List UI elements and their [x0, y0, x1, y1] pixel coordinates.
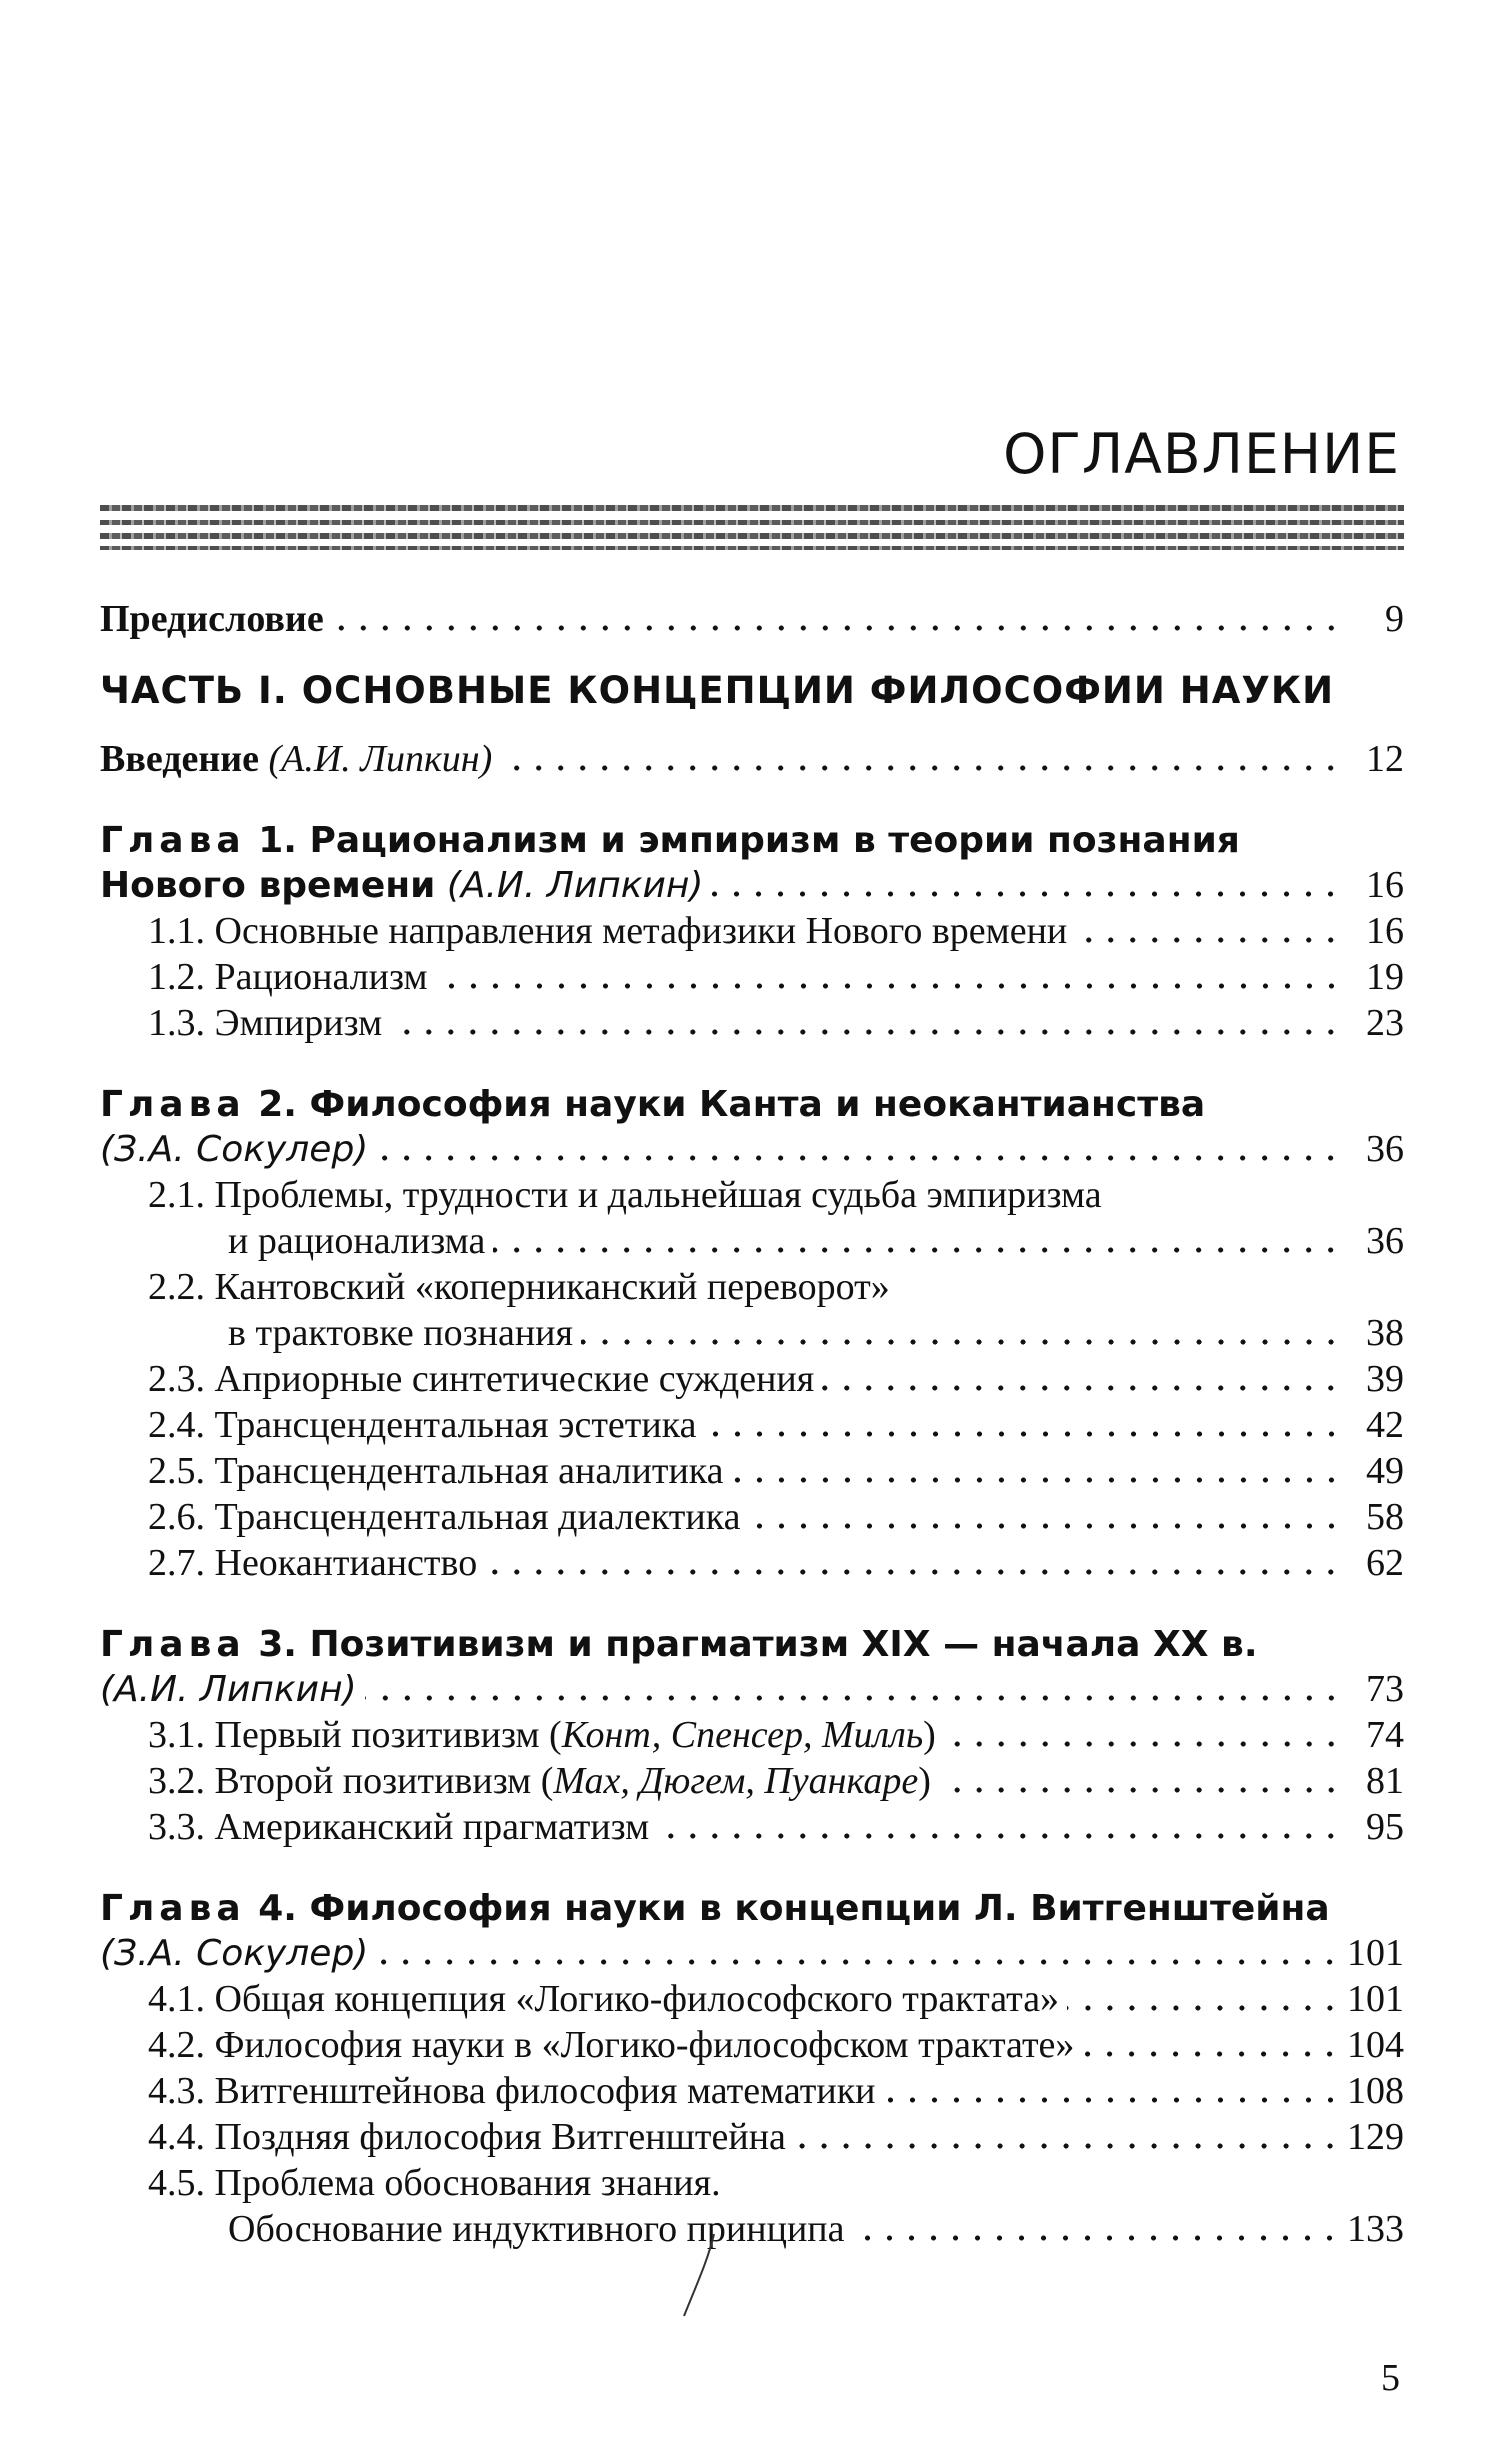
section-title-end: )	[923, 1714, 936, 1756]
toc-page-number: 16	[1366, 864, 1404, 906]
toc-section[interactable]	[148, 1538, 1404, 1588]
decorative-rule	[100, 546, 1404, 550]
toc-entry-preface[interactable]	[100, 594, 1404, 644]
toc-page-number: 101	[1347, 1978, 1404, 2020]
toc-entry-label	[100, 861, 703, 911]
section-number: 2.6.	[148, 1496, 205, 1538]
toc-section-label	[148, 1802, 649, 1852]
toc-page-number: 58	[1366, 1496, 1404, 1538]
dot-leader	[1082, 2030, 1341, 2058]
toc-page-number: 19	[1366, 956, 1404, 998]
toc-entry-label: Предисловие	[100, 598, 324, 640]
chapter-heading[interactable]	[100, 816, 1240, 866]
toc-section[interactable]	[148, 1354, 1404, 1404]
section-number: 3.1.	[148, 1714, 205, 1756]
toc-page-number: 81	[1366, 1760, 1404, 1802]
dot-leader	[365, 1674, 1342, 1702]
toc-entry-chapter-2[interactable]	[100, 1124, 1404, 1174]
toc-page-number: 62	[1366, 1542, 1404, 1584]
toc-entry-intro[interactable]	[100, 734, 1404, 784]
section-title: Проблемы, трудности и дальнейшая судьба эмпиризма	[214, 1174, 1102, 1216]
dot-leader	[436, 962, 1342, 990]
toc-section-label	[148, 998, 382, 1048]
section-title-italic: Мах, Дюгем, Пуанкаре	[553, 1760, 919, 1802]
dot-leader	[705, 1410, 1343, 1438]
section-number: 4.1.	[148, 1978, 205, 2020]
section-title: Философия науки в «Логико-философском трактате»	[214, 2024, 1075, 2066]
author-name: (З.А. Сокулер)	[100, 1933, 369, 1974]
dot-leader	[852, 2214, 1341, 2242]
section-title: Общая концепция «Логико-философского трактата»	[214, 1978, 1060, 2020]
chapter-prefix: Глава	[100, 1084, 246, 1125]
toc-section-label	[148, 1710, 936, 1760]
section-title-cont: в трактовке познания	[228, 1312, 573, 1354]
dot-leader	[500, 744, 1342, 772]
toc-page-number: 95	[1366, 1806, 1404, 1848]
toc-section[interactable]	[148, 2066, 1404, 2116]
toc-section-label	[148, 1354, 814, 1404]
page-title: ОГЛАВЛЕНИЕ	[1003, 422, 1400, 486]
toc-section[interactable]	[228, 2204, 1404, 2254]
toc-section-label	[148, 1400, 697, 1450]
toc-section[interactable]	[228, 1308, 1404, 1358]
section-title: Второй позитивизм (	[214, 1760, 554, 1802]
author-name: (А.И. Липкин)	[268, 738, 493, 780]
dot-leader	[794, 2122, 1341, 2150]
section-number: 1.2.	[148, 956, 205, 998]
decorative-rule	[100, 505, 1404, 511]
section-title: Первый позитивизм (	[214, 1714, 562, 1756]
toc-page-number: 129	[1347, 2116, 1404, 2158]
toc-section[interactable]	[148, 1400, 1404, 1450]
toc-section-label	[148, 2020, 1074, 2070]
section-title: Априорные синтетические суждения	[214, 1358, 815, 1400]
chapter-title: 2. Философия науки Канта и неокантианства	[258, 1084, 1206, 1125]
toc-entry-chapter-1[interactable]	[100, 860, 1404, 910]
toc-page-number: 9	[1385, 598, 1404, 640]
dot-leader	[485, 1548, 1342, 1576]
section-title: Проблема обоснования знания.	[214, 2162, 721, 2204]
section-number: 2.5.	[148, 1450, 205, 1492]
section-number: 4.5.	[148, 2162, 205, 2204]
dot-leader	[581, 1318, 1342, 1346]
chapter-heading[interactable]	[100, 1620, 1258, 1670]
chapter-title-cont: Нового времени	[100, 865, 436, 906]
toc-section[interactable]	[228, 1216, 1404, 1266]
toc-section-label	[148, 2066, 876, 2116]
dot-leader	[822, 1364, 1342, 1392]
dot-leader	[732, 1456, 1342, 1484]
toc-section-label	[148, 1974, 1059, 2024]
dot-leader	[749, 1502, 1342, 1530]
section-title: Кантовский «коперниканский переворот»	[214, 1266, 890, 1308]
toc-section[interactable]	[148, 1446, 1404, 1496]
section-title: Основные направления метафизики Нового времени	[214, 910, 1068, 952]
decorative-rule	[100, 520, 1404, 525]
toc-page-number: 42	[1366, 1404, 1404, 1446]
section-title: Неокантианство	[214, 1542, 478, 1584]
toc-section-label	[148, 1538, 477, 1588]
toc-page-number: 36	[1366, 1128, 1404, 1170]
dot-leader	[493, 1226, 1342, 1254]
dot-leader	[376, 1938, 1341, 1966]
dot-leader	[390, 1008, 1342, 1036]
toc-entry-chapter-4[interactable]	[100, 1928, 1404, 1978]
toc-section-line[interactable]	[148, 1170, 1404, 1220]
section-title: Американский прагматизм	[214, 1806, 650, 1848]
chapter-prefix: Глава	[100, 1624, 246, 1665]
toc-section[interactable]	[148, 952, 1404, 1002]
page-number: 5	[1381, 2357, 1400, 2399]
toc-section-label	[148, 952, 428, 1002]
decorative-rule	[100, 533, 1404, 539]
dot-leader	[939, 1766, 1342, 1794]
toc-page-number: 36	[1366, 1220, 1404, 1262]
section-number: 1.1.	[148, 910, 205, 952]
toc-section-label	[148, 2112, 786, 2162]
section-number: 4.2.	[148, 2024, 205, 2066]
toc-section[interactable]	[148, 1710, 1404, 1760]
toc-page-number: 16	[1366, 910, 1404, 952]
toc-section[interactable]	[148, 2020, 1404, 2070]
chapter-heading[interactable]	[100, 1884, 1330, 1934]
toc-page-number: 108	[1347, 2070, 1404, 2112]
section-number: 2.2.	[148, 1266, 205, 1308]
toc-page-number: 12	[1366, 738, 1404, 780]
dot-leader	[884, 2076, 1341, 2104]
dot-leader	[376, 1134, 1342, 1162]
section-number: 2.3.	[148, 1358, 205, 1400]
dot-leader	[332, 604, 1342, 632]
toc-page-number: 74	[1366, 1714, 1404, 1756]
toc-section[interactable]	[148, 1802, 1404, 1852]
toc-page-number: 73	[1366, 1668, 1404, 1710]
chapter-prefix: Глава	[100, 1888, 246, 1929]
toc-page-number: 49	[1366, 1450, 1404, 1492]
toc-section-line[interactable]	[148, 2158, 1404, 2208]
chapter-heading[interactable]	[100, 1080, 1205, 1130]
pen-mark-icon	[680, 2230, 720, 2320]
section-title-cont: и рационализма	[228, 1220, 486, 1262]
section-title: Рационализм	[214, 956, 428, 998]
toc-entry-label	[100, 734, 492, 784]
section-number: 4.3.	[148, 2070, 205, 2112]
toc-section[interactable]	[148, 2112, 1404, 2162]
intro-label: Введение	[100, 738, 259, 780]
section-title: Эмпиризм	[214, 1002, 383, 1044]
author-name: (А.И. Липкин)	[446, 865, 704, 906]
section-title: Трансцендентальная эстетика	[214, 1404, 697, 1446]
section-title: Поздняя философия Витгенштейна	[214, 2116, 786, 2158]
toc-section-line[interactable]	[148, 1262, 1404, 1312]
section-number: 3.3.	[148, 1806, 205, 1848]
dot-leader	[1075, 916, 1342, 944]
toc-section[interactable]	[148, 906, 1404, 956]
section-title-end: )	[918, 1760, 931, 1802]
section-title-cont: Обоснование индуктивного принципа	[228, 2208, 845, 2250]
toc-section[interactable]	[148, 1756, 1404, 1806]
toc-section[interactable]	[148, 1492, 1404, 1542]
dot-leader	[1067, 1984, 1341, 2012]
section-number: 2.7.	[148, 1542, 205, 1584]
toc-page-number: 39	[1366, 1358, 1404, 1400]
toc-page-number: 104	[1347, 2024, 1404, 2066]
toc-entry-chapter-3[interactable]	[100, 1664, 1404, 1714]
section-number: 4.4.	[148, 2116, 205, 2158]
section-number: 1.3.	[148, 1002, 205, 1044]
section-title-italic: Конт, Спенсер, Милль	[561, 1714, 924, 1756]
section-number: 2.1.	[148, 1174, 205, 1216]
section-title: Трансцендентальная аналитика	[214, 1450, 724, 1492]
toc-section[interactable]	[148, 998, 1404, 1048]
dot-leader	[711, 870, 1342, 898]
chapter-title: 1. Рационализм и эмпиризм в теории познания	[258, 820, 1240, 861]
section-title: Витгенштейнова философия математики	[214, 2070, 876, 2112]
toc-page-number: 38	[1366, 1312, 1404, 1354]
toc-section-label	[148, 1756, 931, 1806]
author-name: (А.И. Липкин)	[100, 1669, 357, 1710]
toc-page-number: 133	[1347, 2208, 1404, 2250]
chapter-title: 4. Философия науки в концепции Л. Витгенштейна	[258, 1888, 1330, 1929]
section-number: 3.2.	[148, 1760, 205, 1802]
toc-page-number: 23	[1366, 1002, 1404, 1044]
chapter-prefix: Глава	[100, 820, 246, 861]
part-heading: ЧАСТЬ I. ОСНОВНЫЕ КОНЦЕПЦИИ ФИЛОСОФИИ НАУКИ	[100, 669, 1335, 712]
author-name: (З.А. Сокулер)	[100, 1129, 369, 1170]
toc-section[interactable]	[148, 1974, 1404, 2024]
chapter-title: 3. Позитивизм и прагматизм XIX — начала XX в.	[258, 1624, 1258, 1665]
toc-section-label	[148, 906, 1067, 956]
toc-section-label	[148, 1446, 724, 1496]
section-number: 2.4.	[148, 1404, 205, 1446]
toc-page-number: 101	[1347, 1932, 1404, 1974]
toc-section-label	[148, 1492, 741, 1542]
dot-leader	[657, 1812, 1342, 1840]
section-title: Трансцендентальная диалектика	[214, 1496, 741, 1538]
dot-leader	[944, 1720, 1342, 1748]
